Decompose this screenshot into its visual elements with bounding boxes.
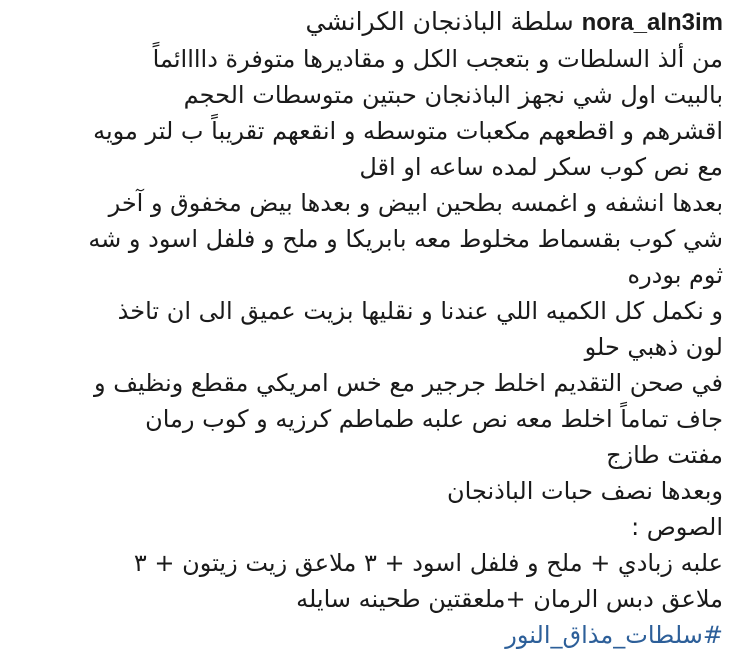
recipe-title: سلطة الباذنجان الكرانشي: [305, 7, 574, 36]
caption-paragraph: [12, 293, 723, 365]
caption-line: بعدها انشفه و اغمسه بطحين ابيض و بعدها بيض مخفوق و آخر: [108, 189, 723, 217]
caption-line: مع نص كوب سكر لمده ساعه او اقل: [359, 153, 723, 181]
caption-line: لون ذهبي حلو: [584, 333, 723, 361]
caption-line: في صحن التقديم اخلط جرجير مع خس امريكي مقطع ونظيف و: [93, 369, 723, 397]
caption-line: ملاعق دبس الرمان +ملعقتين طحينه سايله: [296, 585, 723, 613]
caption-paragraph: [12, 185, 723, 293]
caption-line: ثوم بودره: [627, 261, 723, 289]
caption-body: [12, 41, 723, 617]
caption-paragraph: [12, 473, 723, 509]
caption-line: علبه زبادي + ملح و فلفل اسود + ٣ ملاعق زيت زيتون + ٣: [133, 549, 723, 577]
caption-line: شي كوب بقسماط مخلوط معه بابريكا و ملح و فلفل اسود و شه: [88, 225, 723, 253]
caption-paragraph: [12, 545, 723, 617]
caption-line: من ألذ السلطات و بتعجب الكل و مقاديرها متوفرة داااائماً: [152, 45, 723, 73]
caption-line: الصوص :: [631, 513, 723, 541]
caption-paragraph: [12, 365, 723, 473]
caption-line: و نكمل كل الكميه اللي عندنا و نقليها بزيت عميق الى ان تاخذ: [117, 297, 723, 325]
caption-line: جاف تماماً اخلط معه نص علبه طماطم كرزيه و كوب رمان: [145, 405, 723, 433]
hashtag-link[interactable]: #سلطات_مذاق_النور: [505, 621, 723, 649]
caption-line: مفتت طازج: [606, 441, 723, 469]
caption-line: وبعدها نصف حبات الباذنجان: [447, 477, 723, 505]
caption-paragraph: [12, 41, 723, 185]
caption-header: [12, 4, 723, 41]
caption-paragraph: [12, 509, 723, 545]
caption-line: بالبيت اول شي نجهز الباذنجان حبتين متوسطات الحجم: [183, 81, 723, 109]
caption-line: اقشرهم و اقطعهم مكعبات متوسطه و انقعهم تقريباً ب لتر مويه: [93, 117, 723, 145]
username-link[interactable]: nora_aln3im: [581, 9, 723, 36]
